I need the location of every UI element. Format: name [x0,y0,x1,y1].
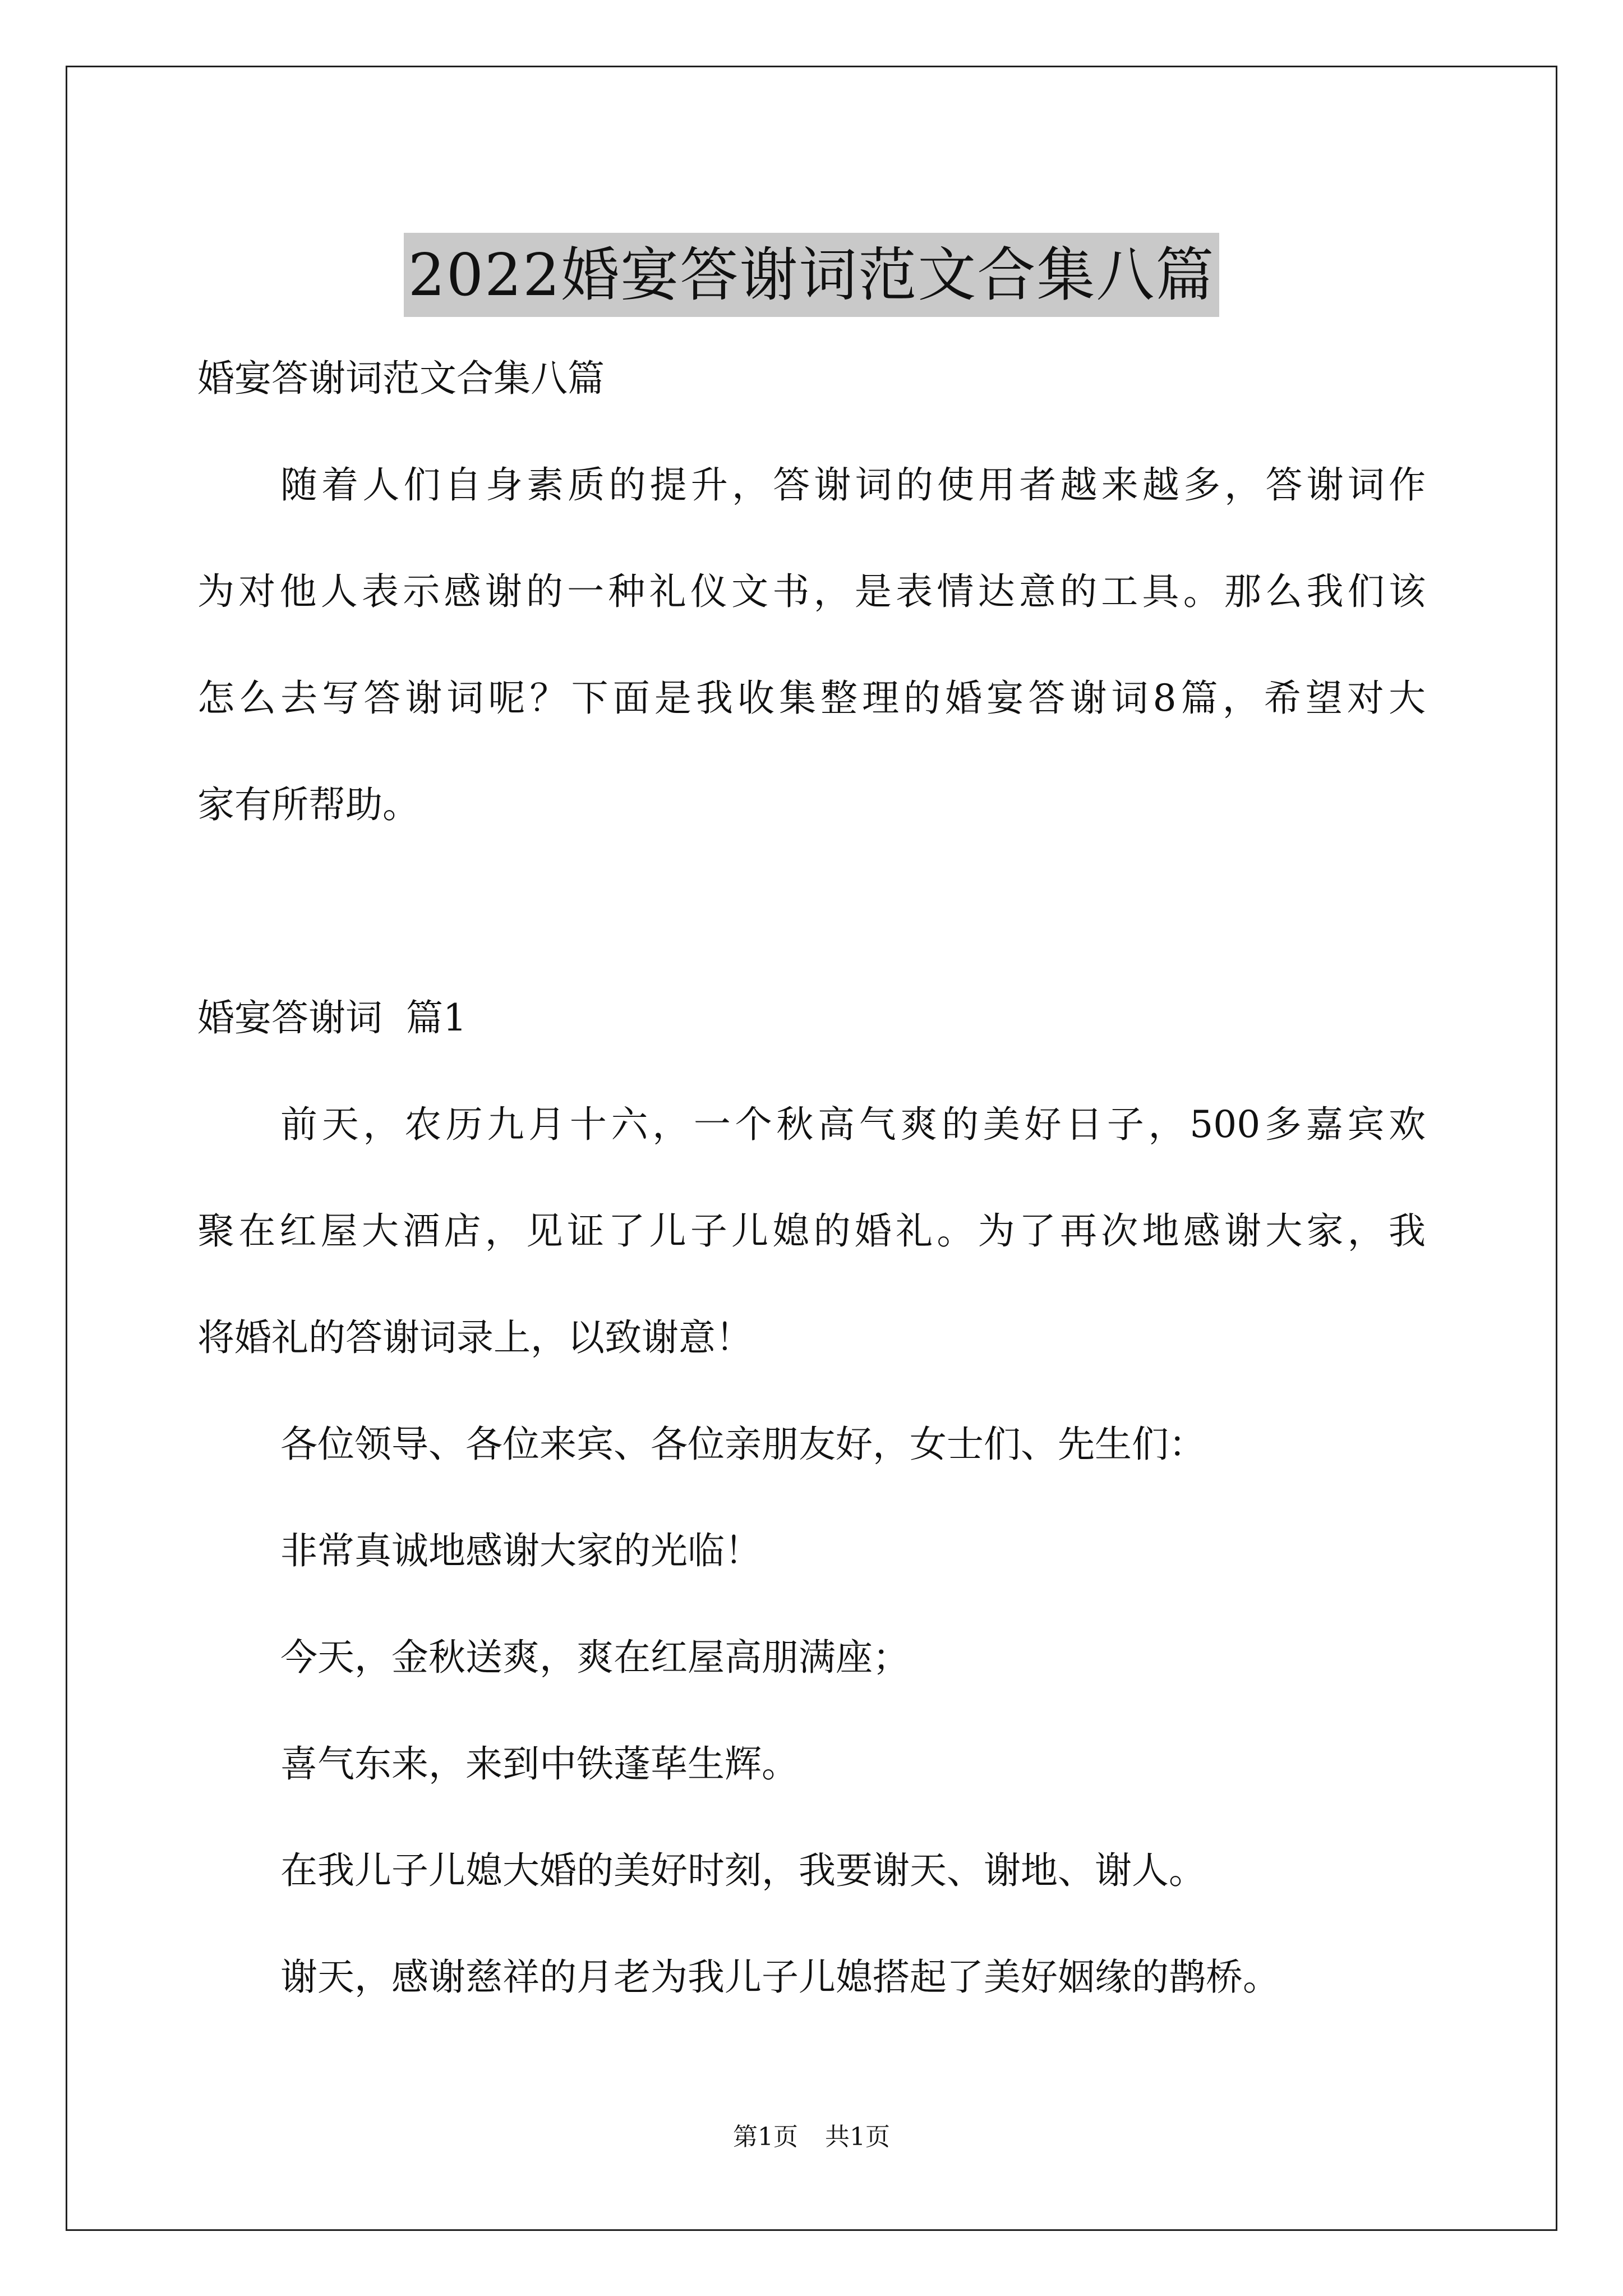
intro-line-1: 随着人们自身素质的提升，答谢词的使用者越来越多，答谢词作 [280,463,1426,507]
intro-line-3: 怎么去写答谢词呢？下面是我收集整理的婚宴答谢词8篇，希望对大 [197,677,1426,720]
intro-line-2: 为对他人表示感谢的一种礼仪文书，是表情达意的工具。那么我们该 [197,570,1426,613]
document-subtitle: 婚宴答谢词范文合集八篇 [197,357,605,400]
document-title: 2022婚宴答谢词范文合集八篇 [404,233,1220,317]
section-heading: 婚宴答谢词 篇1 [197,996,467,1039]
section-para-line-2: 聚在红屋大酒店，见证了儿子儿媳的婚礼。为了再次地感谢大家，我 [197,1209,1426,1253]
speech-line-1: 各位领导、各位来宾、各位亲朋友好，女士们、先生们： [280,1423,1206,1466]
section-para-line-3: 将婚礼的答谢词录上，以致谢意！ [197,1316,753,1359]
title-container [0,194,1623,356]
section-para-line-1: 前天，农历九月十六，一个秋高气爽的美好日子，500多嘉宾欢 [280,1103,1426,1146]
speech-line-4: 喜气东来，来到中铁蓬荜生辉。 [280,1742,799,1786]
page-footer: 第1页 共1页 [733,2123,890,2151]
intro-line-4: 家有所帮助。 [197,783,419,826]
speech-line-2: 非常真诚地感谢大家的光临！ [280,1529,762,1572]
speech-line-5: 在我儿子儿媳大婚的美好时刻，我要谢天、谢地、谢人。 [280,1849,1206,1892]
speech-line-6: 谢天，感谢慈祥的月老为我儿子儿媳搭起了美好姻缘的鹊桥。 [280,1955,1280,1999]
speech-line-3: 今天，金秋送爽，爽在红屋高朋满座； [280,1636,910,1679]
